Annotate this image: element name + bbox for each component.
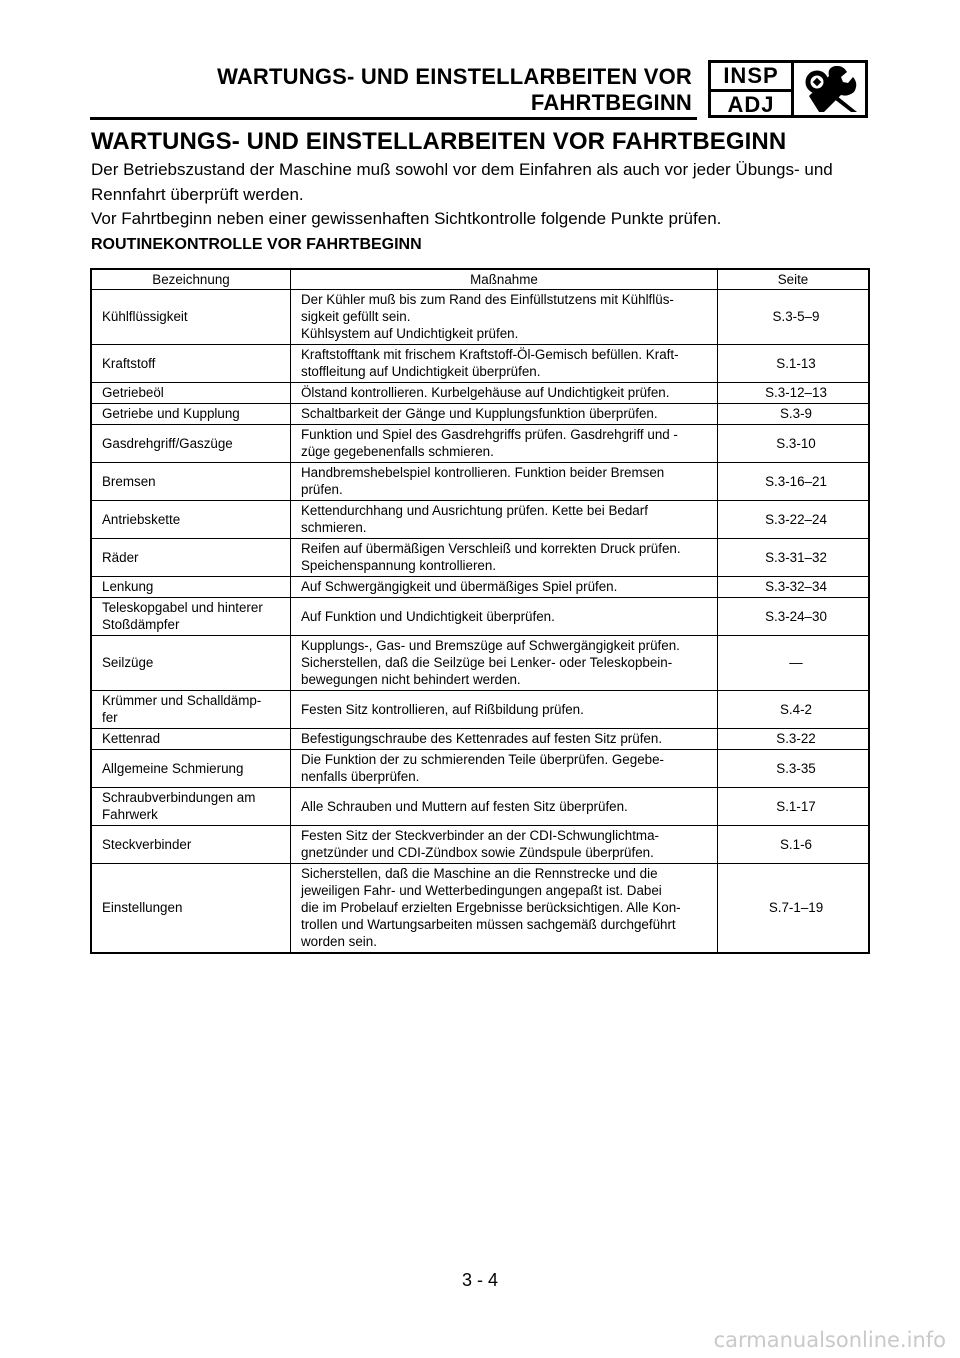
row-page-cell: S.3-31–32 bbox=[718, 539, 870, 577]
badge-insp-label: INSP bbox=[711, 63, 791, 92]
row-item-cell: Kettenrad bbox=[91, 729, 291, 750]
row-item-cell: Seilzüge bbox=[91, 636, 291, 691]
row-item-cell: Schraubverbindungen am Fahrwerk bbox=[91, 788, 291, 826]
row-item-cell: Antriebskette bbox=[91, 501, 291, 539]
row-item-cell: Kühlflüssigkeit bbox=[91, 290, 291, 345]
row-action-cell: Kettendurchhang und Ausrichtung prüfen. Kette bei Bedarf schmieren. bbox=[291, 501, 718, 539]
wrench-tool-icon bbox=[799, 66, 861, 112]
row-action-cell: Schaltbarkeit der Gänge und Kupplungsfunktion überprüfen. bbox=[291, 404, 718, 425]
row-action-cell: Der Kühler muß bis zum Rand des Einfüllstutzens mit Kühlflüs- sigkeit gefüllt sein. Kühlsystem auf Undichtigkeit prüfen. bbox=[291, 290, 718, 345]
row-page-cell: S.3-22 bbox=[718, 729, 870, 750]
table-row bbox=[91, 501, 869, 539]
row-action-cell: Die Funktion der zu schmierenden Teile überprüfen. Gegebe- nenfalls überprüfen. bbox=[291, 750, 718, 788]
row-page-cell: S.3-35 bbox=[718, 750, 870, 788]
badge-adj-label: ADJ bbox=[727, 92, 775, 117]
footer-watermark: carmanualsonline.info bbox=[713, 1328, 946, 1352]
table-row bbox=[91, 729, 869, 750]
table-row bbox=[91, 290, 869, 345]
row-action-cell: Funktion und Spiel des Gasdrehgriffs prüfen. Gasdrehgriff und - züge gegebenenfalls schmieren. bbox=[291, 425, 718, 463]
table-body bbox=[91, 290, 869, 954]
table-row bbox=[91, 425, 869, 463]
row-item-cell: Gasdrehgriff/Gaszüge bbox=[91, 425, 291, 463]
row-item-cell: Kraftstoff bbox=[91, 345, 291, 383]
row-page-cell: S.3-16–21 bbox=[718, 463, 870, 501]
table-row bbox=[91, 636, 869, 691]
row-action-cell: Kupplungs-, Gas- und Bremszüge auf Schwergängigkeit prüfen. Sicherstellen, daß die Seilzüge bei Lenker- oder Teleskopbein- bewegungen nicht behindert werden. bbox=[291, 636, 718, 691]
table-row bbox=[91, 788, 869, 826]
row-page-cell: S.7-1–19 bbox=[718, 864, 870, 954]
table-row bbox=[91, 463, 869, 501]
table-row bbox=[91, 750, 869, 788]
insp-adj-badge bbox=[708, 60, 868, 118]
header-rule bbox=[90, 117, 697, 120]
row-action-cell: Ölstand kontrollieren. Kurbelgehäuse auf Undichtigkeit prüfen. bbox=[291, 383, 718, 404]
col-header-seite: Seite bbox=[718, 269, 870, 290]
table-row bbox=[91, 577, 869, 598]
inspection-table bbox=[90, 268, 870, 954]
row-item-cell: Bremsen bbox=[91, 463, 291, 501]
col-header-massnahme: Maßnahme bbox=[291, 269, 718, 290]
row-action-cell: Reifen auf übermäßigen Verschleiß und korrekten Druck prüfen. Speichenspannung kontrollieren. bbox=[291, 539, 718, 577]
row-item-cell: Teleskopgabel und hinterer Stoßdämpfer bbox=[91, 598, 291, 636]
row-page-cell: S.3-32–34 bbox=[718, 577, 870, 598]
row-page-cell: S.3-24–30 bbox=[718, 598, 870, 636]
table-row bbox=[91, 598, 869, 636]
table-row bbox=[91, 383, 869, 404]
row-page-cell: S.1-13 bbox=[718, 345, 870, 383]
row-item-cell: Getriebeöl bbox=[91, 383, 291, 404]
table-row bbox=[91, 539, 869, 577]
page-title: WARTUNGS- UND EINSTELLARBEITEN VOR FAHRTBEGINN bbox=[91, 128, 787, 155]
table-row bbox=[91, 691, 869, 729]
row-page-cell: S.3-9 bbox=[718, 404, 870, 425]
row-page-cell: S.1-6 bbox=[718, 826, 870, 864]
row-action-cell: Auf Funktion und Undichtigkeit überprüfen. bbox=[291, 598, 718, 636]
row-action-cell: Handbremshebelspiel kontrollieren. Funktion beider Bremsen prüfen. bbox=[291, 463, 718, 501]
row-action-cell: Sicherstellen, daß die Maschine an die Rennstrecke und die jeweiligen Fahr- und Wetterbedingungen angepaßt ist. Dabei die im Probelauf erzielten Ergebnisse berücksichtigen. Alle Kon- trollen und Wartungsarbeiten müssen sachgemäß durchgeführt worden sein. bbox=[291, 864, 718, 954]
header-title-line2: FAHRTBEGINN bbox=[530, 90, 692, 115]
intro-paragraph-1: Der Betriebszustand der Maschine muß sowohl vor dem Einfahren als auch vor jeder Übungs- und Rennfahrt überprüft werden. bbox=[91, 160, 833, 204]
row-action-cell: Festen Sitz kontrollieren, auf Rißbildung prüfen. bbox=[291, 691, 718, 729]
row-action-cell: Befestigungschraube des Kettenrades auf festen Sitz prüfen. bbox=[291, 729, 718, 750]
row-page-cell: S.3-5–9 bbox=[718, 290, 870, 345]
row-action-cell: Festen Sitz der Steckverbinder an der CDI-Schwunglichtma- gnetzünder und CDI-Zündbox sowie Zündspule überprüfen. bbox=[291, 826, 718, 864]
intro-text bbox=[91, 158, 881, 232]
row-item-cell: Getriebe und Kupplung bbox=[91, 404, 291, 425]
row-page-cell: S.1-17 bbox=[718, 788, 870, 826]
row-item-cell: Räder bbox=[91, 539, 291, 577]
row-item-cell: Lenkung bbox=[91, 577, 291, 598]
table-row bbox=[91, 826, 869, 864]
row-page-cell: S.3-10 bbox=[718, 425, 870, 463]
row-action-cell: Alle Schrauben und Muttern auf festen Sitz überprüfen. bbox=[291, 788, 718, 826]
row-page-cell: S.4-2 bbox=[718, 691, 870, 729]
header-title bbox=[217, 64, 692, 116]
table-row bbox=[91, 864, 869, 954]
row-item-cell: Steckverbinder bbox=[91, 826, 291, 864]
section-title: ROUTINEKONTROLLE VOR FAHRTBEGINN bbox=[91, 236, 422, 253]
header-title-line1: WARTUNGS- UND EINSTELLARBEITEN VOR bbox=[217, 64, 692, 89]
table-header-row bbox=[91, 269, 869, 290]
row-page-cell: — bbox=[718, 636, 870, 691]
row-item-cell: Krümmer und Schalldämp- fer bbox=[91, 691, 291, 729]
row-page-cell: S.3-22–24 bbox=[718, 501, 870, 539]
table-row bbox=[91, 345, 869, 383]
row-item-cell: Allgemeine Schmierung bbox=[91, 750, 291, 788]
page-number: 3 - 4 bbox=[461, 1270, 499, 1290]
row-page-cell: S.3-12–13 bbox=[718, 383, 870, 404]
row-action-cell: Auf Schwergängigkeit und übermäßiges Spiel prüfen. bbox=[291, 577, 718, 598]
intro-paragraph-2: Vor Fahrtbeginn neben einer gewissenhaften Sichtkontrolle folgende Punkte prüfen. bbox=[91, 209, 722, 228]
col-header-bezeichnung: Bezeichnung bbox=[91, 269, 291, 290]
row-item-cell: Einstellungen bbox=[91, 864, 291, 954]
table-row bbox=[91, 404, 869, 425]
row-action-cell: Kraftstofftank mit frischem Kraftstoff-Öl-Gemisch befüllen. Kraft- stoffleitung auf Undichtigkeit überprüfen. bbox=[291, 345, 718, 383]
